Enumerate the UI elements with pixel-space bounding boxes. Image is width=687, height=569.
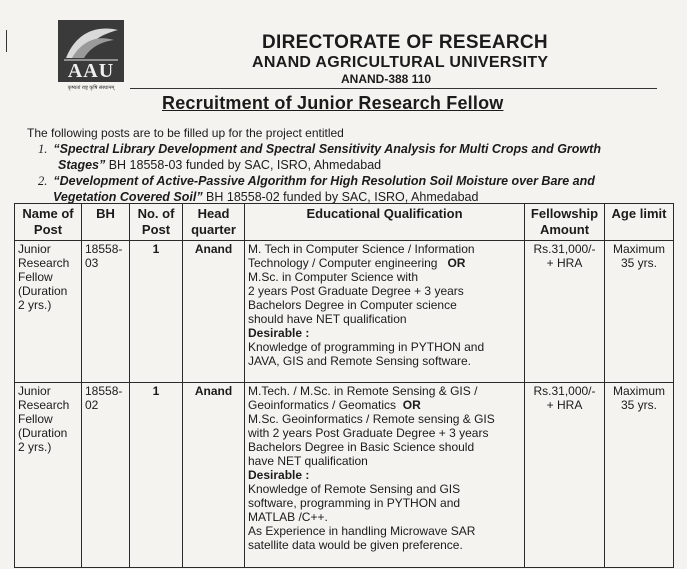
scan-edge-mark: [6, 30, 7, 52]
post-name-line: Junior: [18, 384, 51, 398]
post-name-line: (Duration: [18, 426, 68, 440]
headquarter-cell: Anand: [183, 383, 245, 568]
page-title: Recruitment of Junior Research Fellow: [162, 93, 504, 113]
project-2-title-a: “Development of Active-Passive Algorithm for High Resolution Soil Moisture over Bare and: [53, 174, 595, 188]
or-separator: OR: [447, 256, 466, 270]
qualification-line: M. Tech in Computer Science / Information: [248, 242, 475, 256]
column-header-qualification: Educational Qualification: [245, 204, 525, 241]
qualification-cell: [245, 383, 525, 568]
project-1-funding: BH 18558-03 funded by SAC, ISRO, Ahmedabad: [105, 158, 382, 172]
project-1-title-b: Stages”: [58, 158, 106, 172]
post-name-line: Fellow: [18, 412, 53, 426]
table-row: [15, 383, 674, 568]
project-2-number: 2.: [38, 174, 48, 188]
desirable-label: Desirable :: [248, 468, 310, 482]
qualification-line: should have NET qualification: [248, 312, 407, 326]
project-1-line-1: [38, 141, 601, 157]
column-header-fellowship: Fellowship Amount: [525, 204, 605, 241]
post-name-line: Research: [18, 256, 70, 270]
qualification-line: [248, 398, 521, 412]
age-limit-label: Maximum: [612, 384, 665, 398]
column-header-no-of-post: No. of Post: [130, 204, 183, 241]
qualification-line: M.Sc. in Computer Science with: [248, 270, 419, 284]
qualification-text: Technology / Computer engineering: [248, 256, 438, 270]
or-separator: OR: [402, 398, 421, 412]
header-divider: [130, 88, 657, 89]
column-header-bh: BH: [82, 204, 130, 241]
post-name-line: Junior: [18, 242, 51, 256]
fellowship-cell: [525, 241, 605, 383]
logo-emblem: [58, 20, 124, 82]
desirable-line: JAVA, GIS and Remote Sensing software.: [248, 354, 471, 368]
fellowship-extra: + HRA: [546, 256, 583, 270]
project-1-line-2: [58, 157, 381, 173]
age-limit-value: 35 yrs.: [620, 398, 657, 412]
column-header-age-limit: Age limit: [605, 204, 674, 241]
post-name-line: 2 yrs.): [18, 440, 52, 454]
fellowship-extra: + HRA: [546, 398, 583, 412]
age-limit-cell: [605, 241, 674, 383]
desirable-line: satellite data would be given preference.: [248, 538, 463, 552]
university-logo: [58, 20, 124, 96]
no-of-post-cell: 1: [130, 383, 183, 568]
bh-cell: [82, 241, 130, 383]
desirable-line: MATLAB /C++.: [248, 510, 328, 524]
bh-line: 18558-: [85, 384, 123, 398]
qualification-text: Geoinformatics / Geomatics: [248, 398, 397, 412]
bh-cell: [82, 383, 130, 568]
qualification-line: with 2 years Post Graduate Degree + 3 years: [248, 426, 489, 440]
post-name-line: Fellow: [18, 270, 53, 284]
post-name-line: Research: [18, 398, 70, 412]
university-name: ANAND AGRICULTURAL UNIVERSITY: [252, 54, 549, 71]
bh-line: 03: [85, 256, 99, 270]
project-1-number: 1.: [38, 142, 48, 156]
column-header-name: Name of Post: [15, 204, 82, 241]
age-limit-cell: [605, 383, 674, 568]
table-header-row: [15, 204, 674, 241]
desirable-line: Knowledge of Remote Sensing and GIS: [248, 482, 461, 496]
qualification-line: Bachelors Degree in Computer science: [248, 298, 457, 312]
university-address: ANAND-388 110: [341, 72, 432, 86]
age-limit-value: 35 yrs.: [620, 256, 657, 270]
column-header-headquarter: Head quarter: [183, 204, 245, 241]
table-row: [15, 241, 674, 383]
age-limit-label: Maximum: [612, 242, 665, 256]
desirable-label: Desirable :: [248, 326, 310, 340]
project-2-line-1: [38, 173, 595, 189]
project-2-funding: BH 18558-02 funded by SAC, ISRO, Ahmedabad: [202, 190, 479, 204]
desirable-line: As Experience in handling Microwave SAR: [248, 524, 476, 538]
project-1-title-a: “Spectral Library Development and Spectral Sensitivity Analysis for Multi Crops and Growth: [53, 142, 601, 156]
post-name-cell: [15, 241, 82, 383]
no-of-post-cell: 1: [130, 241, 183, 383]
directorate-heading: DIRECTORATE OF RESEARCH: [262, 32, 548, 53]
project-2-title-b: Vegetation Covered Soil”: [53, 190, 203, 204]
qualification-line: Bachelors Degree in Basic Science should: [248, 440, 475, 454]
bh-line: 18558-: [85, 242, 123, 256]
qualification-line: [248, 256, 521, 270]
qualification-line: M.Sc. Geoinformatics / Remote sensing & GIS: [248, 412, 495, 426]
fellowship-amount: Rs.31,000/-: [533, 242, 596, 256]
qualification-cell: [245, 241, 525, 383]
desirable-line: Knowledge of programming in PYTHON and: [248, 340, 485, 354]
posts-table: [14, 203, 674, 568]
logo-text: AAU: [67, 60, 115, 82]
desirable-line: software, programming in PYTHON and: [248, 496, 461, 510]
post-name-cell: [15, 383, 82, 568]
logo-motto: कृष्यतां राष्ट्र कृषि संस्थानम्: [67, 85, 115, 91]
post-name-line: 2 yrs.): [18, 298, 52, 312]
bh-line: 02: [85, 398, 99, 412]
intro-text: The following posts are to be filled up for the project entitled: [27, 126, 344, 140]
post-name-line: (Duration: [18, 284, 68, 298]
qualification-line: have NET qualification: [248, 454, 368, 468]
qualification-line: M.Tech. / M.Sc. in Remote Sensing & GIS /: [248, 384, 478, 398]
qualification-line: 2 years Post Graduate Degree + 3 years: [248, 284, 464, 298]
headquarter-cell: Anand: [183, 241, 245, 383]
fellowship-cell: [525, 383, 605, 568]
fellowship-amount: Rs.31,000/-: [533, 384, 596, 398]
